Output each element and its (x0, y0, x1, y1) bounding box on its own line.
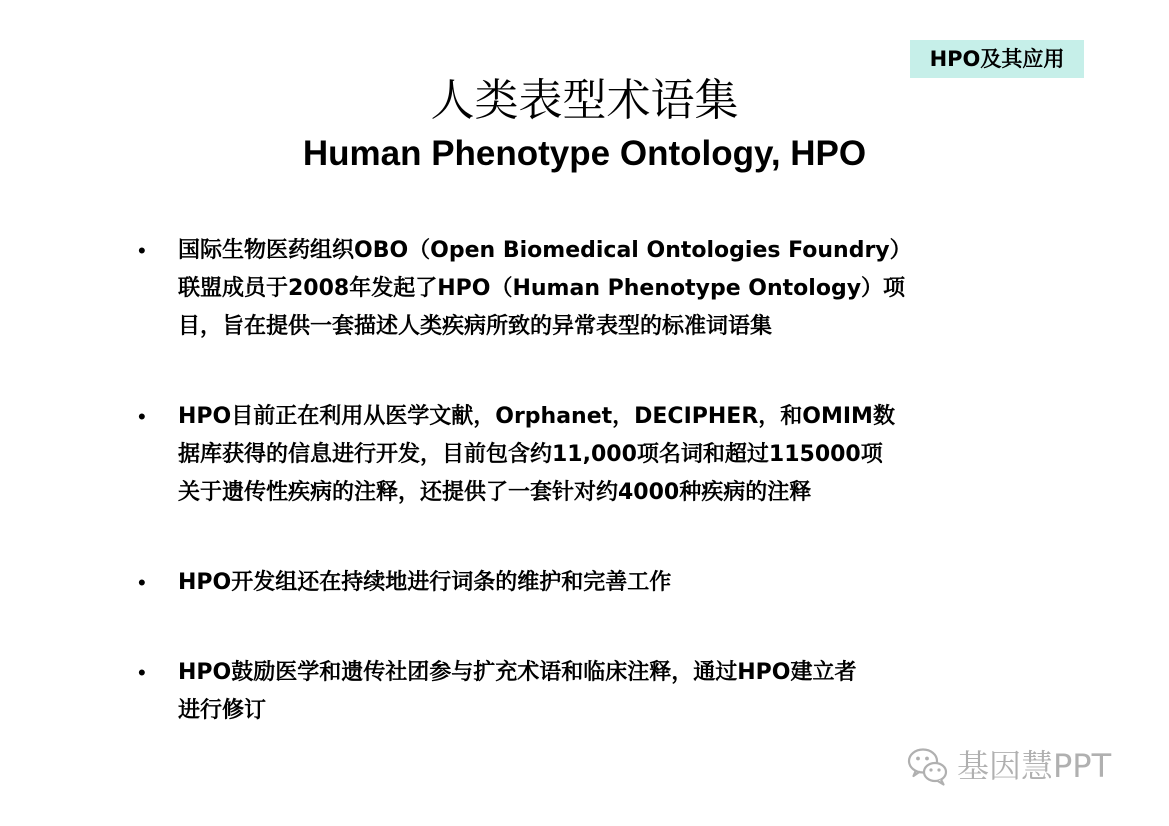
bullet-text-line: 目，旨在提供一套描述人类疾病所致的异常表型的标准词语集 (178, 314, 773, 339)
bullet-text-line: 关于遗传性疾病的注释，还提供了一套针对约4000种疾病的注释 (178, 480, 812, 505)
bullet-marker: • (138, 660, 146, 685)
wechat-icon (905, 743, 951, 789)
bullet-text-line: HPO目前正在利用从医学文献，Orphanet，DECIPHER，和OMIM数 (178, 404, 895, 429)
bullet-marker: • (138, 404, 146, 429)
bullet-text-line: HPO开发组还在持续地进行词条的维护和完善工作 (178, 570, 672, 595)
bullet-text-line: HPO鼓励医学和遗传社团参与扩充术语和临床注释，通过HPO建立者 (178, 660, 857, 685)
bullet-marker: • (138, 238, 146, 263)
bullet-text-line: 进行修订 (178, 698, 267, 723)
page-title: 人类表型术语集 (430, 75, 739, 126)
bullet-marker: • (138, 570, 146, 595)
bullet-text-line: 联盟成员于2008年发起了HPO（Human Phenotype Ontology）项 (178, 276, 906, 301)
watermark-text: 基因慧PPT (957, 747, 1112, 785)
watermark (905, 742, 1111, 790)
section-tag: HPO及其应用 (910, 40, 1084, 78)
page-subtitle: Human Phenotype Ontology, HPO (302, 134, 867, 173)
bullet-text-line: 国际生物医药组织OBO（Open Biomedical Ontologies Foundry） (178, 238, 912, 263)
bullet-text-line: 据库获得的信息进行开发，目前包含约11,000项名词和超过115000项 (178, 442, 883, 467)
